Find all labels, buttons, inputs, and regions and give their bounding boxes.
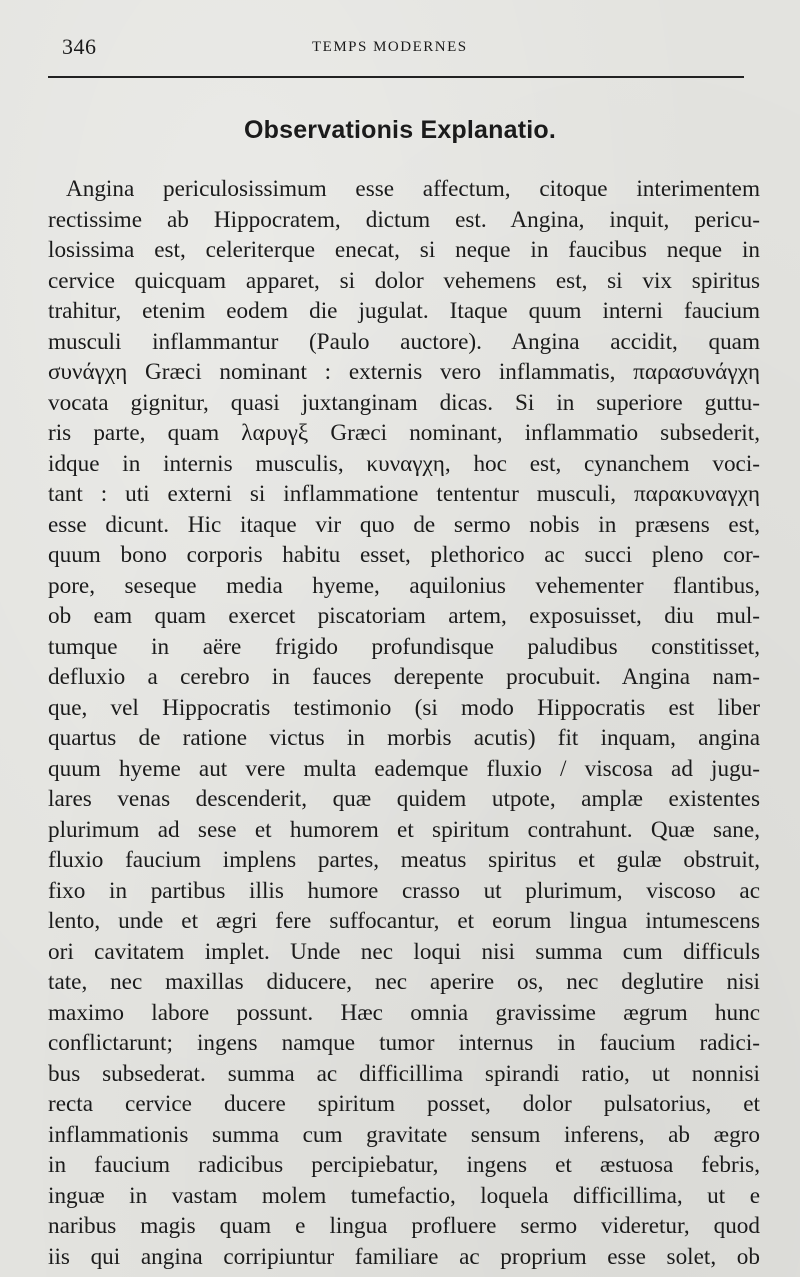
- text-line: defluxio a cerebro in fauces derepente procubuit. Angina nam-: [48, 664, 760, 690]
- text-line: conflictarunt; ingens namque tumor internus in faucium radici-: [48, 1030, 760, 1056]
- text-line: cervice quicquam apparet, si dolor vehemens est, si vix spiritus: [48, 267, 760, 294]
- text-line: quum hyeme aut vere multa eademque fluxio / viscosa ad jugu-: [48, 755, 760, 782]
- text-line: vocata gignitur, quasi juxtanginam dicas. Si in superiore guttu-: [48, 389, 760, 416]
- text-line: rectissime ab Hippocratem, dictum est. Angina, inquit, pericu-: [48, 206, 760, 233]
- text-line: esse dicunt. Hic itaque vir quo de sermo nobis in præsens est,: [48, 511, 760, 538]
- header-rule: [48, 76, 744, 78]
- text-line: tumque in aëre frigido profundisque paludibus constitisset,: [48, 633, 760, 660]
- text-line: naribus magis quam e lingua profluere sermo videretur, quod: [48, 1213, 760, 1239]
- text-line: idque in internis musculis, κυναγχη, hoc est, cynanchem voci-: [48, 450, 760, 477]
- text-line: ris parte, quam λαρυγξ Græci nominant, inflammatio subsederit,: [48, 420, 760, 446]
- section-title: Observationis Explanatio.: [243, 116, 557, 144]
- text-line: quartus de ratione victus in morbis acutis) fit inquam, angina: [48, 725, 760, 751]
- text-line: lento, unde et ægri fere suffocantur, et eorum lingua intumescens: [48, 908, 760, 934]
- text-line: musculi inflammantur (Paulo auctore). Angina accidit, quam: [48, 328, 760, 355]
- text-line: inflammationis summa cum gravitate sensum inferens, ab ægro: [48, 1121, 760, 1148]
- text-line: inguæ in vastam molem tumefactio, loquela difficillima, ut e: [48, 1182, 760, 1209]
- page-number: 346: [62, 34, 97, 59]
- text-line: tant : uti externi si inflammatione tententur musculi, παρακυναγχη: [48, 481, 760, 507]
- text-line: plurimum ad sese et humorem et spiritum contrahunt. Quæ sane,: [48, 816, 760, 843]
- text-line: pore, seseque media hyeme, aquilonius vehementer flantibus,: [48, 572, 760, 599]
- text-line: συνάγχη Græci nominant : externis vero inflammatis, παρασυνάγχη: [48, 359, 760, 385]
- text-line: tate, nec maxillas diducere, nec aperire os, nec deglutire nisi: [48, 969, 760, 995]
- text-line: Angina periculosissimum esse affectum, citoque interimentem: [66, 176, 760, 202]
- text-line: bus subsederat. summa ac difficillima spirandi ratio, ut nonnisi: [48, 1060, 760, 1087]
- text-line: maximo labore possunt. Hæc omnia gravissime ægrum hunc: [48, 999, 760, 1026]
- text-line: in faucium radicibus percipiebatur, ingens et æstuosa febris,: [48, 1152, 760, 1178]
- text-line: ori cavitatem implet. Unde nec loqui nisi summa cum difficuls: [48, 938, 760, 965]
- text-line: quum bono corporis habitu esset, plethorico ac succi pleno cor-: [48, 542, 760, 568]
- text-line: iis qui angina corripiuntur familiare ac proprium esse solet, ob: [48, 1243, 760, 1270]
- text-line: fixo in partibus illis humore crasso ut plurimum, viscoso ac: [48, 877, 760, 904]
- text-line: recta cervice ducere spiritum posset, dolor pulsatorius, et: [48, 1091, 760, 1117]
- body-text: [48, 174, 760, 1272]
- text-line: fluxio faucium implens partes, meatus spiritus et gulæ obstruit,: [48, 847, 760, 873]
- running-title: TEMPS MODERNES: [312, 39, 468, 55]
- text-line: losissima est, celeriterque enecat, si neque in faucibus neque in: [48, 237, 760, 263]
- running-head: [62, 34, 744, 62]
- text-line: que, vel Hippocratis testimonio (si modo Hippocratis est liber: [48, 694, 760, 721]
- text-line: ob eam quam exercet piscatoriam artem, exposuisset, diu mul-: [48, 603, 760, 629]
- text-line: trahitur, etenim eodem die jugulat. Itaque quum interni faucium: [48, 298, 760, 324]
- text-line: lares venas descenderit, quæ quidem utpote, amplæ existentes: [48, 786, 760, 812]
